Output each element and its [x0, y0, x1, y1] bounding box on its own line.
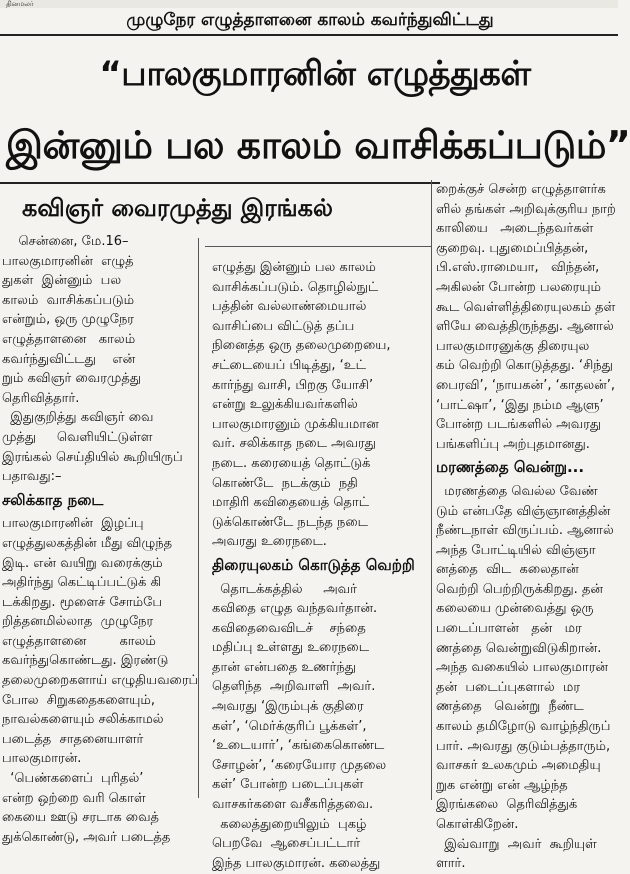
article-column-3 [436, 180, 618, 872]
column-text [212, 580, 426, 874]
subheading: மரணத்தை வென்று... [436, 458, 585, 477]
text-line: எழுத்தாளனை காலம் [2, 633, 156, 649]
text-line: நாவல்களையும் சலிக்காமல் [2, 712, 164, 728]
text-line: ‘பெண்களைப் புரிதல்’ [2, 771, 144, 787]
divider [0, 34, 618, 36]
text-line: போன்ற படங்களில் அவரது [436, 417, 602, 433]
text-line: பாலகுமாரனின் எழுத் [2, 253, 134, 269]
text-line: காலம் தமிழோடு வாழ்ந்திருப் [436, 719, 611, 735]
text-line: பெறவே ஆசைப்பட்டார் [212, 836, 361, 852]
column-text [2, 514, 199, 847]
headline-line-1: “பாலகுமாரனின் எழுத்துகள் [99, 54, 531, 94]
text-line: அதிர்ந்து கெட்டிப்பட்டுக் கி [2, 575, 162, 591]
text-line: கள்’, ‘மெர்க்குரிப் பூக்கள்’, [212, 718, 367, 734]
text-line: அவரது ‘இரும்புக் குதிரை [212, 699, 364, 715]
text-line: மதிப்பு உள்ளது உரைநடை [212, 640, 370, 656]
subheading: திரையுலகம் கொடுத்த வெற்றி [212, 555, 415, 574]
text-line: கூட வெள்ளித்திரையுலகம் தள் [436, 299, 616, 315]
text-line: தலைமுறைகளாய் எழுதியவரைப் [2, 673, 199, 689]
text-line: றித்தனமில்லாத முழுநேர [2, 614, 154, 630]
text-line: துக்கொண்டு, அவர் படைத்த [2, 829, 171, 845]
text-line: கவிதைவைவிடச் சந்தை [212, 620, 366, 636]
text-line: தெளிந்த அறிவாளி அவர். [212, 679, 376, 695]
text-line: நடை. கரையைத் தொட்டுக் [212, 455, 371, 471]
text-line: இரங்கல் செய்தியில் கூறியிருப் [2, 449, 183, 465]
text-line: பாலகுமாரன். [2, 751, 82, 767]
headline-line-2: இன்னும் பல காலம் வாசிக்கப்படும்” [6, 123, 630, 167]
text-line: கையை ஊடு சரடாக வைத் [2, 810, 160, 826]
text-line: டுக்கொண்டே நடந்த நடை [212, 514, 369, 530]
text-line: சட்டையைப் பிடித்து, ‘உட் [212, 357, 366, 373]
text-line: என்று உலுக்கியவர்களில் [212, 397, 358, 413]
text-line: மாதிரி கவிதையைத் தொட் [212, 495, 370, 511]
text-line: பத்தின் வல்லாண்மையால் [212, 299, 367, 315]
text-line: துகள் இன்னும் பல [2, 273, 122, 289]
text-line: என்றும், ஒரு முழுநேர [2, 312, 135, 328]
text-line: கலையை முன்வைத்து ஒரு [436, 601, 594, 617]
text-line: பைரவி’, ‘நாயகன்’, ‘காதலன்’, [436, 377, 615, 393]
text-line: றைக்குச் சென்ற எழுத்தாளர்க [436, 182, 606, 197]
text-line: பார். அவரது குடும்பத்தாரும், [436, 738, 611, 754]
text-line: கார்ந்து வாசி, பிறகு யோசி’ [212, 377, 374, 393]
text-line: மரணத்தை வெல்ல வேண் [436, 483, 598, 499]
byline-headline: கவிஞர் வைரமுத்து இரங்கல் [22, 194, 333, 222]
text-line: முத்து வெளியிட்டுள்ள [2, 429, 153, 445]
text-line: கொண்டே நடக்கும் நதி [212, 475, 358, 491]
text-line: எழுத்து இன்னும் பல காலம் [212, 260, 376, 275]
text-line: தொடக்கத்தில் அவர் [212, 581, 357, 597]
text-line: பாலகுமாரனின் இழப்பு [2, 516, 144, 532]
text-line: என்ற ஒற்றை வரி கொள் [2, 790, 146, 806]
text-line: டும் என்பதே விஞ்ஞானத்தின் [436, 503, 611, 519]
text-line: றும் கவிஞர் வைரமுத்து [2, 371, 142, 387]
column-box-rule [205, 246, 431, 247]
text-line: அந்த வகையில் பாலகுமாரன் [436, 660, 609, 676]
article-column-2 [212, 258, 426, 871]
text-line: சோழன்’, ‘கரையோர முதலை [212, 757, 387, 773]
divider [0, 182, 440, 184]
text-line: கவர்ந்துகொண்டது. இரண்டு [2, 653, 169, 669]
column-text [436, 482, 618, 874]
text-line: சென்னை, மே.16– [2, 234, 129, 249]
text-line: ணத்தை வென்று நீண்ட [436, 699, 584, 715]
text-line: றுக என்று என் ஆழ்ந்த [436, 777, 568, 793]
text-line: பங்களிப்பு அற்புதமானது. [436, 436, 590, 452]
column-text [436, 180, 618, 454]
text-line: தான் என்பதை உணர்ந்து [212, 659, 357, 675]
text-line: கள்’ போன்ற படைப்புகள் [212, 777, 364, 793]
text-line: இவ்வாறு அவர் கூறியுள் [436, 836, 597, 852]
text-line: தெரிவித்தார். [2, 390, 80, 406]
text-line: நீண்டநாள் விருப்பம். ஆனால் [436, 523, 614, 539]
column-text [212, 258, 426, 552]
top-strip [0, 0, 618, 8]
text-line: ளார். [436, 856, 466, 872]
text-line: பாலகுமாரனுக்கு திரையுல [436, 338, 590, 354]
text-line: இடி. என் வயிறு வரைக்கும் [2, 555, 163, 571]
text-line: எழுத்துலகத்தின் மீது விழுந்த [2, 535, 173, 551]
text-line: காலம் வாசிக்கப்படும் [2, 292, 135, 308]
text-line: வாசகர்களை வசீகரித்தவை. [212, 797, 374, 813]
text-line: பாலகுமாரனும் முக்கியமான [212, 416, 379, 432]
text-line: இரங்கலை தெரிவித்துக் [436, 797, 578, 813]
text-line: எழுத்தாளனை காலம் [2, 331, 136, 347]
text-line: வாசிக்கப்படும். தொழில்நுட் [212, 279, 379, 295]
text-line: குறைவு. புதுமைப்பித்தன், [436, 240, 589, 256]
text-line: ளில் தங்கள் அறிவுக்குரிய நாற் [436, 201, 616, 217]
text-line: இதுகுறித்து கவிஞர் வை [2, 410, 154, 426]
text-line: படைப்பாளன் தன் மர [436, 621, 582, 637]
text-line: படைத்த சாதனையாளர் [2, 731, 144, 747]
text-line: வர். சலிக்காத நடை அவரது [212, 436, 376, 452]
text-line: வாசிப்பை விட்டுத் தப்ப [212, 318, 355, 334]
text-line: நினைத்த ஒரு தலைமுறையை, [212, 338, 391, 354]
text-line: னத்தை விட கலைதான் [436, 562, 579, 578]
text-line: கலைத்துறையிலும் புகழ் [212, 816, 367, 832]
text-line: வாசகர் உலகமும் அமைதியு [436, 758, 601, 774]
text-line: ‘பாட்ஷா’, ‘இது நம்ம ஆளு’ [436, 397, 604, 413]
text-line: ணத்தை வென்றுவிடுகிறான். [436, 640, 602, 656]
text-line: டக்கிறது. மூளைச் சோம்பே [2, 594, 163, 610]
text-line: கவர்ந்துவிட்டது என் [2, 351, 136, 367]
text-line: அகிலன் போன்ற பலரையும் [436, 279, 602, 295]
text-line: ‘உடையார்’, ‘கங்கைகொண்ட [212, 738, 385, 754]
text-line: ளியே வைத்திருந்தது. ஆனால் [436, 319, 614, 335]
text-line: அவரது உரைநடை. [212, 534, 327, 550]
text-line: போல சிறுகதைகளையும், [2, 692, 155, 708]
text-line: இந்த பாலகுமாரன். கலைத்து [212, 855, 381, 871]
subheading: சலிக்காத நடை [2, 490, 104, 509]
article-column-1 [2, 232, 199, 845]
column-text [2, 232, 190, 487]
text-line: கவிதை எழுத வந்தவர்தான். [212, 601, 378, 617]
text-line: கொள்கிறேன். [436, 817, 519, 832]
masthead-fragment: தினமலர் [6, 0, 34, 8]
kicker-headline: முழுநேர எழுத்தாளனை காலம் கவர்ந்துவிட்டது [126, 10, 494, 30]
text-line: வெற்றி பெற்றிருக்கிறது. தன் [436, 581, 604, 597]
text-line: கம் வெற்றி கொடுத்தது. ‘சிந்து [436, 358, 613, 374]
text-line: பதாவது:– [2, 469, 62, 485]
text-line: காலியை அடைந்தவர்கள் [436, 221, 594, 237]
column-divider [198, 238, 199, 798]
text-line: தன் படைப்புகளால் மர [436, 679, 581, 695]
text-line: பி.எஸ்.ராமையா, விந்தன், [436, 260, 600, 276]
column-divider [431, 180, 432, 800]
text-line: அந்த போட்டியில் விஞ்ஞா [436, 542, 596, 558]
